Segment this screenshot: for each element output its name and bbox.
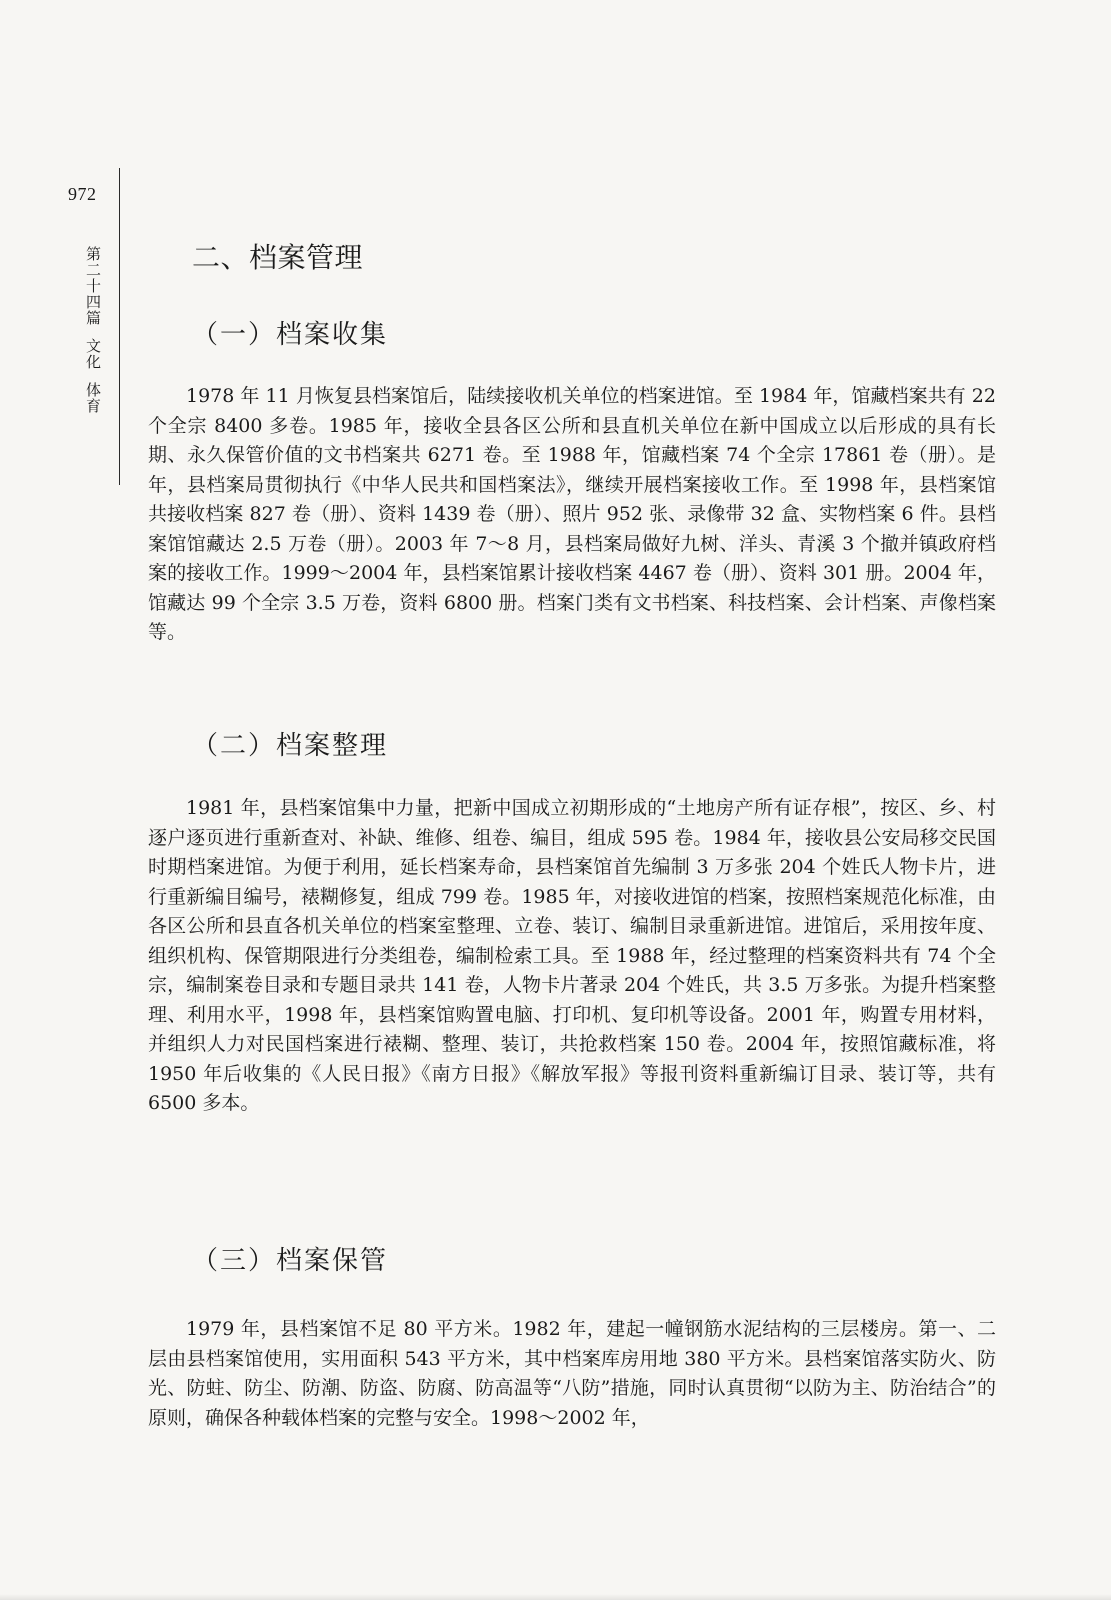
page-number: 972 bbox=[68, 184, 97, 204]
section-paragraph-storage: 1979 年，县档案馆不足 80 平方米。1982 年，建起一幢钢筋水泥结构的三层楼房。第一、二层由县档案馆使用，实用面积 543 平方米，其中档案库房用地 380 平方米。县档案馆落实防火、防光、防蛀、防尘、防潮、防盗、防腐、防高温等“八防”措施，同时认真贯彻“以防为主、防治结合”的原则，确保各种载体档案的完整与安全。1998～2002 年， bbox=[148, 1318, 996, 1429]
section-title-organization: （二）档案整理 bbox=[192, 731, 389, 761]
margin-rule bbox=[119, 168, 120, 485]
side-topic-sports: 体育 bbox=[84, 382, 102, 414]
section-paragraph-organization: 1981 年，县档案馆集中力量，把新中国成立初期形成的“土地房产所有证存根”，按区、乡、村逐户逐页进行重新查对、补缺、维修、组卷、编目，组成 595 卷。1984 年，接收县公安局移交民国时期档案进馆。为便于利用，延长档案寿命，县档案馆首先编制 3 万多张 204 个姓氏人物卡片，进行重新编目编号，裱糊修复，组成 799 卷。1985 年，对接收进馆的档案，按照档案规范化标准，由各区公所和县直各机关单位的档案室整理、立卷、装订、编制目录重新进馆。进馆后，采用按年度、组织机构、保管期限进行分类组卷，编制检索工具。至 1988 年，经过整理的档案资料共有 74 个全宗，编制案卷目录和专题目录共 141 卷，人物卡片著录 204 个姓氏，共 3.5 万多张。为提升档案整理、利用水平，1998 年，县档案馆购置电脑、打印机、复印机等设备。2001 年，购置专用材料，并组织人力对民国档案进行裱糊、整理、装订，共抢救档案 150 卷。2004 年，按照馆藏标准，将 1950 年后收集的《人民日报》《南方日报》《解放军报》等报刊资料重新编订目录、装订等，共有 6500 多本。 bbox=[148, 797, 996, 1114]
section-paragraph-collection: 1978 年 11 月恢复县档案馆后，陆续接收机关单位的档案进馆。至 1984 年，馆藏档案共有 22 个全宗 8400 多卷。1985 年，接收全县各区公所和县直机关单位在新中国成立以后形成的具有长期、永久保管价值的文书档案共 6271 卷。至 1988 年，馆藏档案 74 个全宗 17861 卷（册）。是年，县档案局贯彻执行《中华人民共和国档案法》，继续开展档案接收工作。至 1998 年，县档案馆共接收档案 827 卷（册）、资料 1439 卷（册）、照片 952 张、录像带 32 盒、实物档案 6 件。县档案馆馆藏达 2.5 万卷（册）。2003 年 7～8 月，县档案局做好九树、洋头、青溪 3 个撤并镇政府档案的接收工作。1999～2004 年，县档案馆累计接收档案 4467 卷（册）、资料 301 册。2004 年，馆藏达 99 个全宗 3.5 万卷，资料 6800 册。档案门类有文书档案、科技档案、会计档案、声像档案等。 bbox=[148, 385, 996, 643]
section-title-storage: （三）档案保管 bbox=[192, 1246, 389, 1276]
page-bottom-shade bbox=[0, 1594, 1111, 1600]
main-heading: 二、档案管理 bbox=[192, 241, 364, 274]
section-title-collection: （一）档案收集 bbox=[192, 320, 389, 350]
side-topic-culture: 文化 bbox=[84, 338, 102, 370]
side-running-head bbox=[79, 246, 101, 414]
side-part-label: 第二十四篇 bbox=[84, 246, 102, 326]
